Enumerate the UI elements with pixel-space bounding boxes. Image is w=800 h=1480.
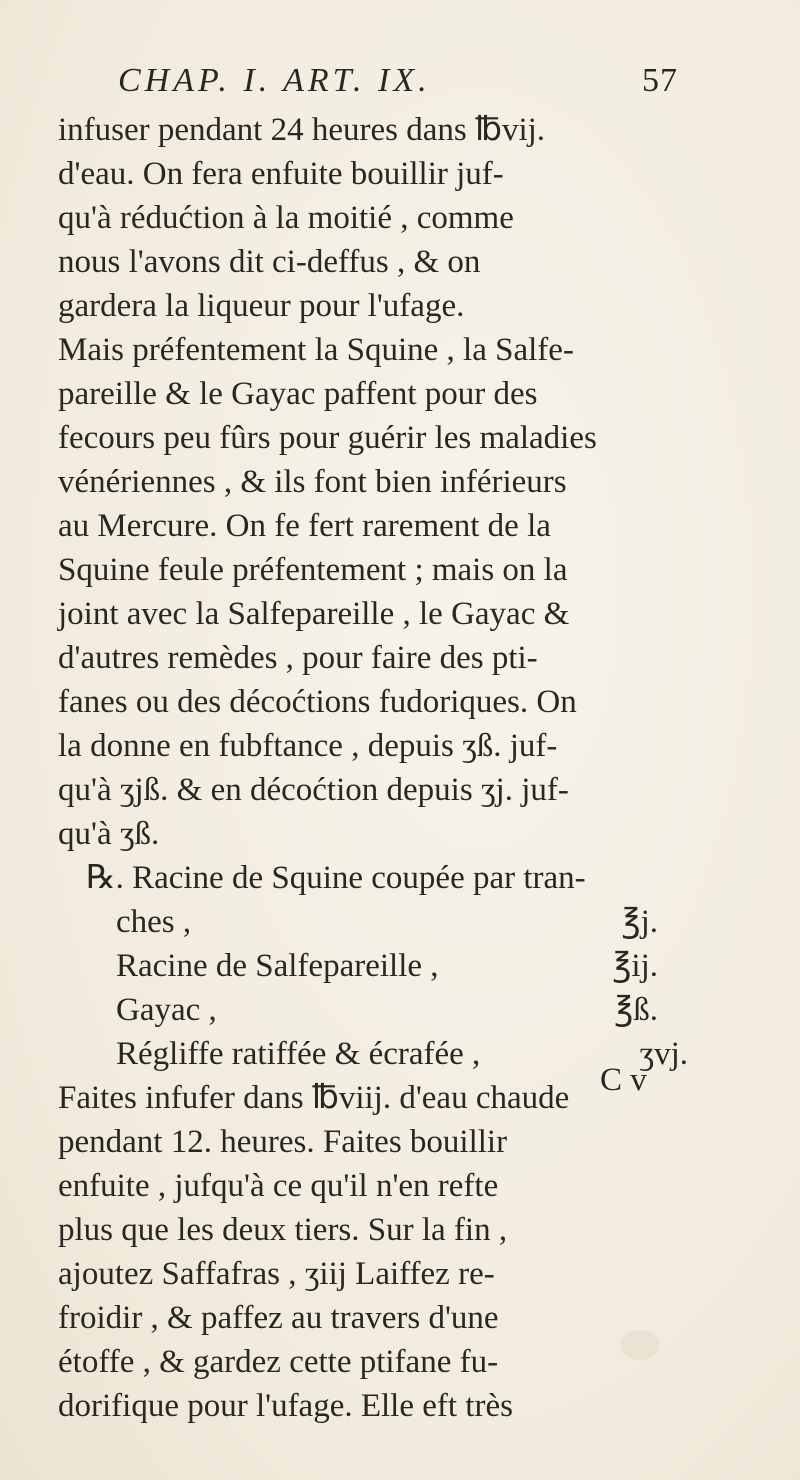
text-line: joint avec la Salfepareille , le Gayac & (58, 596, 570, 632)
text-line: Squine feule préfentement ; mais on la (58, 552, 568, 588)
text-line: qu'à rédućtion à la moitié , comme (58, 200, 514, 236)
running-title: CHAP. I. ART. IX. (118, 62, 431, 99)
text-line: dorifique pour l'ufage. Elle eft très (58, 1388, 513, 1424)
recipe-dose: ℥j. (621, 904, 658, 940)
text-line: qu'à ʒjß. & en décoćtion depuis ʒj. juf- (58, 772, 569, 808)
recipe-item: ℞. Racine de Squine coupée par tran- (86, 860, 586, 896)
recipe-item: ches , (116, 904, 192, 940)
text-line: ajoutez Saffafras , ʒiij Laiffez re- (58, 1256, 495, 1292)
text-line: plus que les deux tiers. Sur la fin , (58, 1212, 508, 1248)
text-line: la donne en fubftance , depuis ʒß. juf- (58, 728, 558, 764)
recipe-item: Régliffe ratiffée & écrafée , (116, 1036, 481, 1072)
recipe-dose: ʒvj. (639, 1036, 688, 1072)
text-line: nous l'avons dit ci-deffus , & on (58, 244, 481, 280)
text-line: enfuite , jufqu'à ce qu'il n'en refte (58, 1168, 499, 1204)
text-line: d'eau. On fera enfuite bouillir juf- (58, 156, 504, 192)
recipe-dose: ℥ij. (612, 948, 658, 984)
page-number: 57 (642, 62, 678, 99)
recipe-dose: ℥ß. (614, 992, 658, 1028)
recipe-line (58, 1032, 688, 1076)
text-line: au Mercure. On fe fert rarement de la (58, 508, 551, 544)
page-text (58, 108, 688, 1428)
recipe-item: Gayac , (116, 992, 217, 1028)
text-line: d'autres remèdes , pour faire des pti- (58, 640, 538, 676)
catchword: C v (600, 1062, 647, 1098)
text-line: pendant 12. heures. Faites bouillir (58, 1124, 508, 1160)
text-line: qu'à ʒß. (58, 816, 160, 852)
running-header (118, 62, 678, 110)
text-line: fanes ou des décoćtions fudoriques. On (58, 684, 577, 720)
text-line: infuser pendant 24 heures dans ℔vij. (58, 112, 546, 148)
recipe-line (58, 988, 688, 1032)
recipe-line (58, 944, 688, 988)
recipe-item: Racine de Salfepareille , (116, 948, 439, 984)
text-line: gardera la liqueur pour l'ufage. (58, 288, 465, 324)
paragraph-start-line: Mais préfentement la Squine , la Salfe- (58, 332, 574, 368)
text-line: étoffe , & gardez cette ptifane fu- (58, 1344, 499, 1380)
text-line: Faites infufer dans ℔viij. d'eau chaude (58, 1080, 570, 1116)
text-line: vénériennes , & ils font bien inférieurs (58, 464, 567, 500)
recipe-line (58, 900, 688, 944)
text-line: froidir , & paffez au travers d'une (58, 1300, 499, 1336)
text-line: fecours peu fûrs pour guérir les maladies (58, 420, 597, 456)
text-line: pareille & le Gayac paffent pour des (58, 376, 538, 412)
recipe-line (58, 856, 688, 900)
